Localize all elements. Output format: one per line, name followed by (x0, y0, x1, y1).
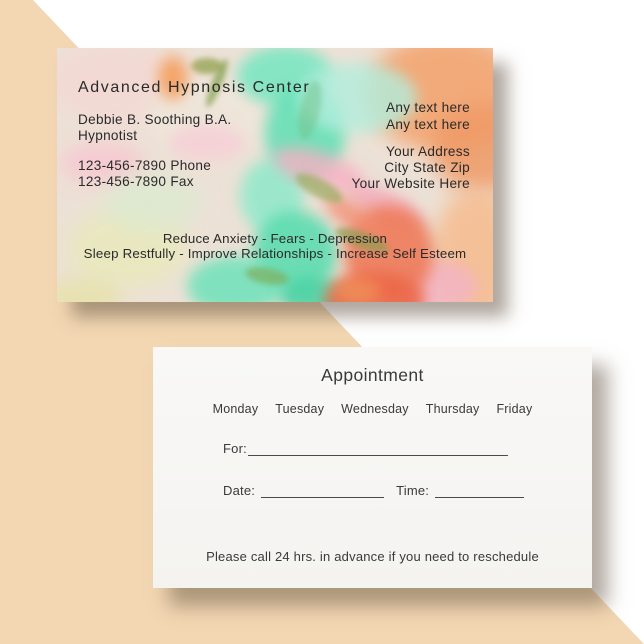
custom-text-line-2: Any text here (386, 116, 470, 132)
tagline-line-1: Reduce Anxiety - Fears - Depression (162, 231, 388, 246)
date-label: Date: (223, 483, 256, 498)
address-line: Your Address (386, 144, 470, 159)
address-block (352, 144, 470, 191)
contact-block (78, 112, 232, 144)
weekday-label-friday: Friday (496, 402, 533, 416)
appointment-card-back (153, 347, 592, 588)
time-label: Time: (396, 483, 430, 498)
contact-role: Hypnotist (78, 128, 138, 143)
for-row (223, 441, 508, 456)
weekday-label-thursday: Thursday (425, 402, 480, 416)
phone-line: 123-456-7890 Phone (78, 158, 212, 173)
date-write-in-line (261, 483, 384, 498)
tagline-block (57, 231, 493, 262)
front-card-title: Advanced Hypnosis Center (78, 79, 311, 96)
fax-line: 123-456-7890 Fax (78, 174, 194, 189)
custom-text-block (386, 100, 470, 133)
for-label: For: (223, 441, 247, 456)
website-line: Your Website Here (351, 175, 470, 191)
custom-text-line-1: Any text here (386, 100, 470, 115)
weekday-label-wednesday: Wednesday (341, 402, 409, 416)
weekday-label-tuesday: Tuesday (275, 402, 325, 416)
phone-block (78, 158, 211, 190)
city-state-zip-line: City State Zip (384, 159, 470, 175)
weekday-label-monday: Monday (212, 402, 259, 416)
time-write-in-line (435, 483, 524, 498)
weekday-row (153, 402, 592, 416)
reschedule-note: Please call 24 hrs. in advance if you need to reschedule (206, 549, 539, 564)
for-write-in-line (248, 441, 508, 456)
appointment-title: Appointment (321, 365, 424, 385)
contact-name: Debbie B. Soothing B.A. (78, 112, 232, 127)
tagline-line-2: Sleep Restfully - Improve Relationships - Increase Self Esteem (83, 246, 467, 262)
date-time-row (223, 483, 524, 498)
business-card-front (57, 48, 493, 302)
